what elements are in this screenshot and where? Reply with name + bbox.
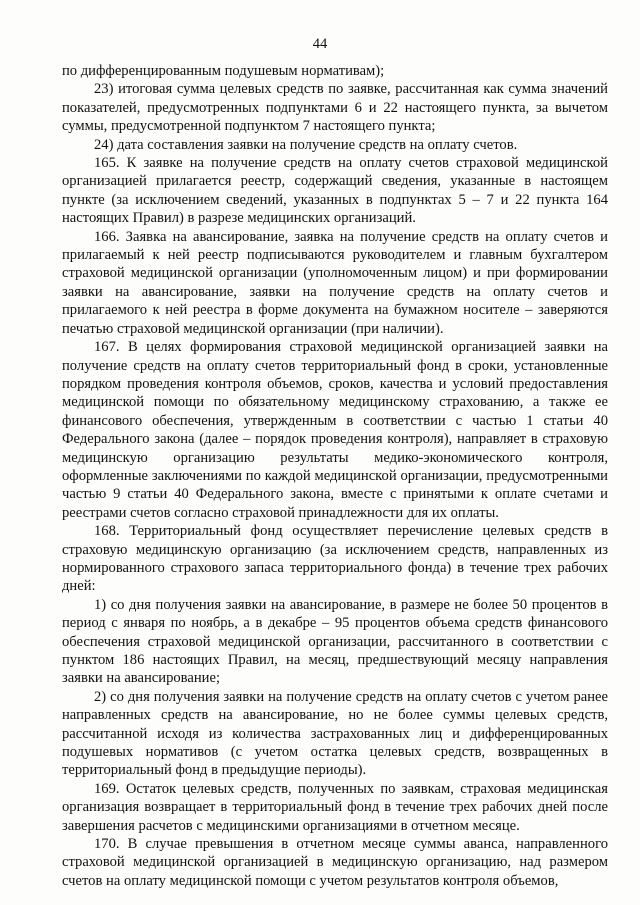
paragraph: 23) итоговая сумма целевых средств по заявке, рассчитанная как сумма значений показателей, предусмотренных подпунктами 6 и 22 настоящего пункта, за вычетом суммы, предусмотренной подпунктом 7 настоящего пункта; <box>62 81 608 135</box>
document-body <box>62 62 608 890</box>
paragraph: 170. В случае превышения в отчетном месяце суммы аванса, направленного страховой медицинской организацией в медицинскую организацию, над размером счетов на оплату медицинской помощи с учетом результатов контроля объемов, <box>62 836 608 889</box>
paragraph: 165. К заявке на получение средств на оплату счетов страховой медицинской организацией прилагается реестр, содержащий сведения, указанные в настоящем пункте (за исключением сведений, указанных в подпунктах 5 – 7 и 22 пункта 164 настоящих Правил) в разрезе медицинских организаций. <box>62 155 608 227</box>
page-number: 44 <box>312 36 328 52</box>
paragraph: 169. Остаток целевых средств, полученных по заявкам, страховая медицинская организация возвращает в территориальный фонд в течение трех рабочих дней после завершения расчетов с медицинскими организациями в отчетном месяце. <box>62 780 608 834</box>
paragraph: 24) дата составления заявки на получение средств на оплату счетов. <box>94 136 518 153</box>
paragraph: 167. В целях формирования страховой медицинской организацией заявки на получение средств на оплату счетов территориальный фонд в сроки, установленные порядком проведения контроля объемов, сроков, качества и условий предоставления медицинской помощи по обязательному медицинскому страхованию, а также ее финансового обеспечения, утвержденным в соответствии с частью 1 статьи 40 Федерального закона (далее – порядок проведения контроля), направляет в страховую медицинскую организацию результаты медико-экономического контроля, оформленные заключениями по каждой медицинской организации, предусмотренными частью 9 статьи 40 Федерального закона, вместе с принятыми к оплате счетами и реестрами счетов согласно страховой принадлежности для их оплаты. <box>62 339 608 521</box>
paragraph: 166. Заявка на авансирование, заявка на получение средств на оплату счетов и прилагаемый к ней реестр подписываются руководителем и главным бухгалтером страховой медицинской организации (уполномоченным лицом) и при формировании заявки на авансирование, заявки на получение средств на оплату счетов и прилагаемого к ней реестра в форме документа на бумажном носителе – заверяются печатью страховой медицинской организации (при наличии). <box>62 228 608 337</box>
paragraph: 2) со дня получения заявки на получение средств на оплату счетов с учетом ранее направленных средств на авансирование, но не более суммы целевых средств, рассчитанной исходя из количества застрахованных лиц и дифференцированных подушевых нормативов (с учетом остатка целевых средств, возвращенных в территориальный фонд в предыдущие периоды). <box>62 688 608 779</box>
paragraph: по дифференцированным подушевым нормативам); <box>62 63 385 79</box>
paragraph: 168. Территориальный фонд осуществляет перечисление целевых средств в страховую медицинскую организацию (за исключением средств, направленных из нормированного страхового запаса территориального фонда) в течение трех рабочих дней: <box>62 523 608 595</box>
paragraph: 1) со дня получения заявки на авансирование, в размере не более 50 процентов в период с января по ноябрь, а в декабре – 95 процентов объема средств финансового обеспечения страховой медицинской организации, рассчитанного в соответствии с пунктом 186 настоящих Правил, на месяц, предшествующий месяцу направления заявки на авансирование; <box>62 596 608 687</box>
